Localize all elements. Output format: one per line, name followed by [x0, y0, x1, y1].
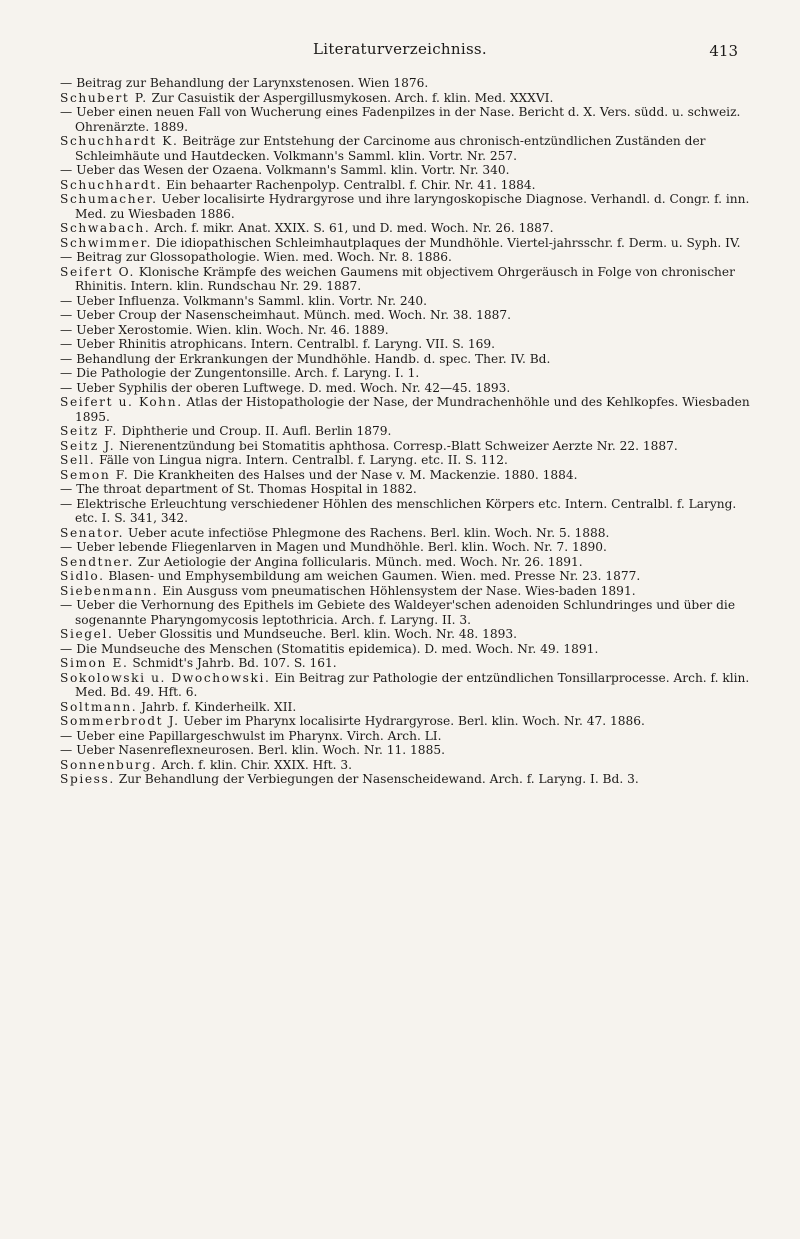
- entry-text: Die Mundseuche des Menschen (Stomatitis epidemica). D. med. Woch. Nr. 49. 1891.: [76, 641, 599, 656]
- entry-author: Sonnenburg.: [60, 757, 158, 772]
- bibliography-entry: [60, 627, 752, 642]
- entry-text: Ueber einen neuen Fall von Wucherung eines Fadenpilzes in der Nase. Bericht d. X. Vers. südd. u. schweiz. Ohrenärzte. 1889.: [75, 105, 741, 134]
- bibliography-entry: [60, 337, 752, 352]
- bibliography-entry: [60, 439, 752, 454]
- bibliography-entry: [60, 468, 752, 483]
- continuation-dash: —: [60, 163, 73, 177]
- continuation-dash: —: [60, 337, 73, 351]
- entry-text: Ueber acute infectiöse Phlegmone des Rachens. Berl. klin. Woch. Nr. 5. 1888.: [127, 525, 610, 540]
- bibliography-entry: [60, 656, 752, 671]
- continuation-dash: —: [60, 641, 73, 656]
- entry-text: Ueber Glossitis und Mundseuche. Berl. klin. Woch. Nr. 48. 1893.: [117, 627, 518, 641]
- entry-text: Arch. f. klin. Chir. XXIX. Hft. 3.: [161, 757, 353, 772]
- entry-text: Ueber im Pharynx localisirte Hydrargyrose. Berl. klin. Woch. Nr. 47. 1886.: [183, 714, 645, 728]
- bibliography-entry: [60, 772, 752, 787]
- bibliography-entry: [60, 497, 752, 526]
- entry-text: Beitrag zur Glossopathologie. Wien. med. Woch. Nr. 8. 1886.: [76, 250, 452, 264]
- bibliography-entry: [60, 366, 752, 381]
- continuation-dash: —: [60, 482, 73, 496]
- entry-text: Die Pathologie der Zungentonsille. Arch. f. Laryng. I. 1.: [76, 366, 420, 380]
- entry-author: Schuchhardt.: [60, 177, 163, 192]
- entry-author: Spiess.: [60, 772, 115, 786]
- entry-author: Seitz J.: [60, 438, 116, 453]
- entry-text: The throat department of St. Thomas Hospital in 1882.: [76, 482, 417, 496]
- entry-text: Zur Aetiologie der Angina follicularis. Münch. med. Woch. Nr. 26. 1891.: [137, 554, 583, 569]
- bibliography-entry: [60, 294, 752, 309]
- entry-text: Diphtherie und Croup. II. Aufl. Berlin 1879.: [121, 424, 392, 438]
- bibliography-entry: [60, 323, 752, 338]
- bibliography-entry: [60, 134, 752, 163]
- bibliography-entry: [60, 758, 752, 773]
- bibliography-entry: [60, 598, 752, 627]
- entry-text: Atlas der Histopathologie der Nase, der Mundrachenhöhle und des Kehlkopfes. Wiesbaden 1895.: [75, 395, 750, 424]
- bibliography-entry: [60, 569, 752, 584]
- entry-author: Simon E.: [60, 656, 129, 670]
- bibliography-entry: [60, 91, 752, 106]
- entry-author: Schumacher.: [60, 192, 158, 206]
- entry-text: Die Krankheiten des Halses und der Nase v. M. Mackenzie. 1880. 1884.: [133, 467, 578, 482]
- continuation-dash: —: [60, 728, 73, 743]
- entry-author: Schuchhardt K.: [60, 134, 179, 148]
- entry-author: Soltmann.: [60, 699, 138, 714]
- entry-text: Ein behaarter Rachenpolyp. Centralbl. f. Chir. Nr. 41. 1884.: [166, 177, 536, 192]
- entry-author: Sokolowski u. Dwochowski.: [60, 670, 271, 685]
- bibliography-entry: [60, 671, 752, 700]
- entry-author: Siebenmann.: [60, 583, 159, 598]
- bibliography-entry: [60, 265, 752, 294]
- bibliography-entry: [60, 395, 752, 424]
- entry-author: Sendtner.: [60, 554, 134, 569]
- bibliography-entry: [60, 743, 752, 758]
- bibliography-entry: [60, 221, 752, 236]
- continuation-dash: —: [60, 105, 73, 119]
- bibliography-entry: [60, 540, 752, 555]
- entry-text: Nierenentzündung bei Stomatitis aphthosa. Corresp.-Blatt Schweizer Aerzte Nr. 22. 1887.: [119, 438, 678, 453]
- continuation-dash: —: [60, 496, 73, 511]
- bibliography-entry: [60, 584, 752, 599]
- entry-text: Behandlung der Erkrankungen der Mundhöhle. Handb. d. spec. Ther. IV. Bd.: [76, 351, 551, 366]
- continuation-dash: —: [60, 380, 73, 395]
- entry-author: Siegel.: [60, 627, 114, 641]
- entry-text: Jahrb. f. Kinderheilk. XII.: [141, 699, 297, 714]
- entry-text: Arch. f. mikr. Anat. XXIX. S. 61, und D. med. Woch. Nr. 26. 1887.: [154, 221, 554, 235]
- entry-text: Ueber lebende Fliegenlarven in Magen und Mundhöhle. Berl. klin. Woch. Nr. 7. 1890.: [76, 540, 607, 554]
- entry-author: Sommerbrodt J.: [60, 714, 180, 728]
- continuation-dash: —: [60, 598, 73, 612]
- entry-text: Ueber Rhinitis atrophicans. Intern. Centralbl. f. Laryng. VII. S. 169.: [76, 337, 495, 351]
- entry-text: Ueber Syphilis der oberen Luftwege. D. med. Woch. Nr. 42—45. 1893.: [76, 380, 511, 395]
- entry-text: Ein Ausguss vom pneumatischen Höhlensystem der Nase. Wies-baden 1891.: [162, 583, 636, 598]
- bibliography-entry: [60, 453, 752, 468]
- bibliography-entry: [60, 729, 752, 744]
- entry-text: Ueber localisirte Hydrargyrose und ihre laryngoskopische Diagnose. Verhandl. d. Congr. f. inn. Med. zu Wiesbaden 1886.: [75, 192, 750, 221]
- continuation-dash: —: [60, 293, 73, 308]
- bibliography-entry: [60, 76, 752, 91]
- entry-text: Ueber die Verhornung des Epithels im Gebiete des Waldeyer'schen adenoiden Schlundringes und über die sogenannte Pharyngomycosis leptothricia. Arch. f. Laryng. II. 3.: [75, 598, 736, 627]
- bibliography-entry: [60, 352, 752, 367]
- entry-text: Beitrag zur Behandlung der Larynxstenosen. Wien 1876.: [76, 76, 429, 90]
- continuation-dash: —: [60, 743, 73, 757]
- bibliography-entry: [60, 714, 752, 729]
- bibliography-entry: [60, 482, 752, 497]
- entry-text: Ueber Xerostomie. Wien. klin. Woch. Nr. 46. 1889.: [76, 322, 389, 337]
- entry-text: Schmidt's Jahrb. Bd. 107. S. 161.: [132, 656, 337, 670]
- entry-text: Blasen- und Emphysembildung am weichen Gaumen. Wien. med. Presse Nr. 23. 1877.: [108, 569, 641, 583]
- entry-author: Schwimmer.: [60, 235, 153, 250]
- continuation-dash: —: [60, 76, 73, 90]
- continuation-dash: —: [60, 250, 73, 264]
- bibliography-entry: [60, 526, 752, 541]
- bibliography-entry: [60, 250, 752, 265]
- entry-text: Zur Behandlung der Verbiegungen der Nasenscheidewand. Arch. f. Laryng. I. Bd. 3.: [118, 772, 639, 786]
- entry-text: Fälle von Lingua nigra. Intern. Centralbl. f. Laryng. etc. II. S. 112.: [99, 453, 508, 467]
- entry-text: Ueber Nasenreflexneurosen. Berl. klin. Woch. Nr. 11. 1885.: [76, 743, 445, 757]
- continuation-dash: —: [60, 322, 73, 337]
- bibliography-entry: [60, 642, 752, 657]
- bibliography-entry: [60, 236, 752, 251]
- bibliography-list: [60, 76, 752, 787]
- entry-text: Ueber Influenza. Volkmann's Samml. klin. Vortr. Nr. 240.: [76, 293, 427, 308]
- entry-author: Schwabach.: [60, 221, 151, 235]
- entry-author: Sell.: [60, 453, 96, 467]
- entry-author: Semon F.: [60, 467, 130, 482]
- bibliography-entry: [60, 700, 752, 715]
- entry-text: Ein Beitrag zur Pathologie der entzündlichen Tonsillarprocesse. Arch. f. klin. Med. Bd. 49. Hft. 6.: [75, 670, 750, 699]
- entry-author: Seifert u. Kohn.: [60, 395, 183, 409]
- bibliography-entry: [60, 308, 752, 323]
- page-header: [0, 40, 800, 64]
- entry-author: Sidlo.: [60, 569, 105, 583]
- entry-text: Beiträge zur Entstehung der Carcinome aus chronisch-entzündlichen Zuständen der Schleimhäute und Hautdecken. Volkmann's Samml. klin. Vortr. Nr. 257.: [75, 134, 706, 163]
- entry-author: Seitz F.: [60, 424, 118, 438]
- entry-text: Ueber das Wesen der Ozaena. Volkmann's Samml. klin. Vortr. Nr. 340.: [76, 163, 510, 177]
- bibliography-entry: [60, 381, 752, 396]
- continuation-dash: —: [60, 540, 73, 554]
- entry-text: Ueber eine Papillargeschwulst im Pharynx. Virch. Arch. LI.: [76, 728, 442, 743]
- page-number: 413: [709, 42, 738, 60]
- entry-author: Seifert O.: [60, 264, 135, 279]
- bibliography-entry: [60, 555, 752, 570]
- continuation-dash: —: [60, 366, 73, 380]
- continuation-dash: —: [60, 308, 73, 322]
- entry-author: Senator.: [60, 525, 125, 540]
- entry-text: Zur Casuistik der Aspergillusmykosen. Arch. f. klin. Med. XXXVI.: [151, 90, 554, 105]
- entry-text: Klonische Krämpfe des weichen Gaumens mit objectivem Ohrgeräusch in Folge von chronischer Rhinitis. Intern. klin. Rundschau Nr. 29. 1887.: [75, 264, 735, 293]
- bibliography-entry: [60, 105, 752, 134]
- entry-text: Ueber Croup der Nasenscheimhaut. Münch. med. Woch. Nr. 38. 1887.: [76, 308, 511, 322]
- continuation-dash: —: [60, 351, 73, 366]
- entry-author: Schubert P.: [60, 90, 148, 105]
- bibliography-entry: [60, 424, 752, 439]
- entry-text: Die idiopathischen Schleimhautplaques der Mundhöhle. Viertel-jahrsschr. f. Derm. u. Syph. IV.: [155, 235, 741, 250]
- running-title: Literaturverzeichniss.: [312, 40, 488, 58]
- bibliography-entry: [60, 178, 752, 193]
- bibliography-entry: [60, 192, 752, 221]
- entry-text: Elektrische Erleuchtung verschiedener Höhlen des menschlichen Körpers etc. Intern. Centralbl. f. Laryng. etc. I. S. 341, 342.: [75, 496, 737, 525]
- bibliography-entry: [60, 163, 752, 178]
